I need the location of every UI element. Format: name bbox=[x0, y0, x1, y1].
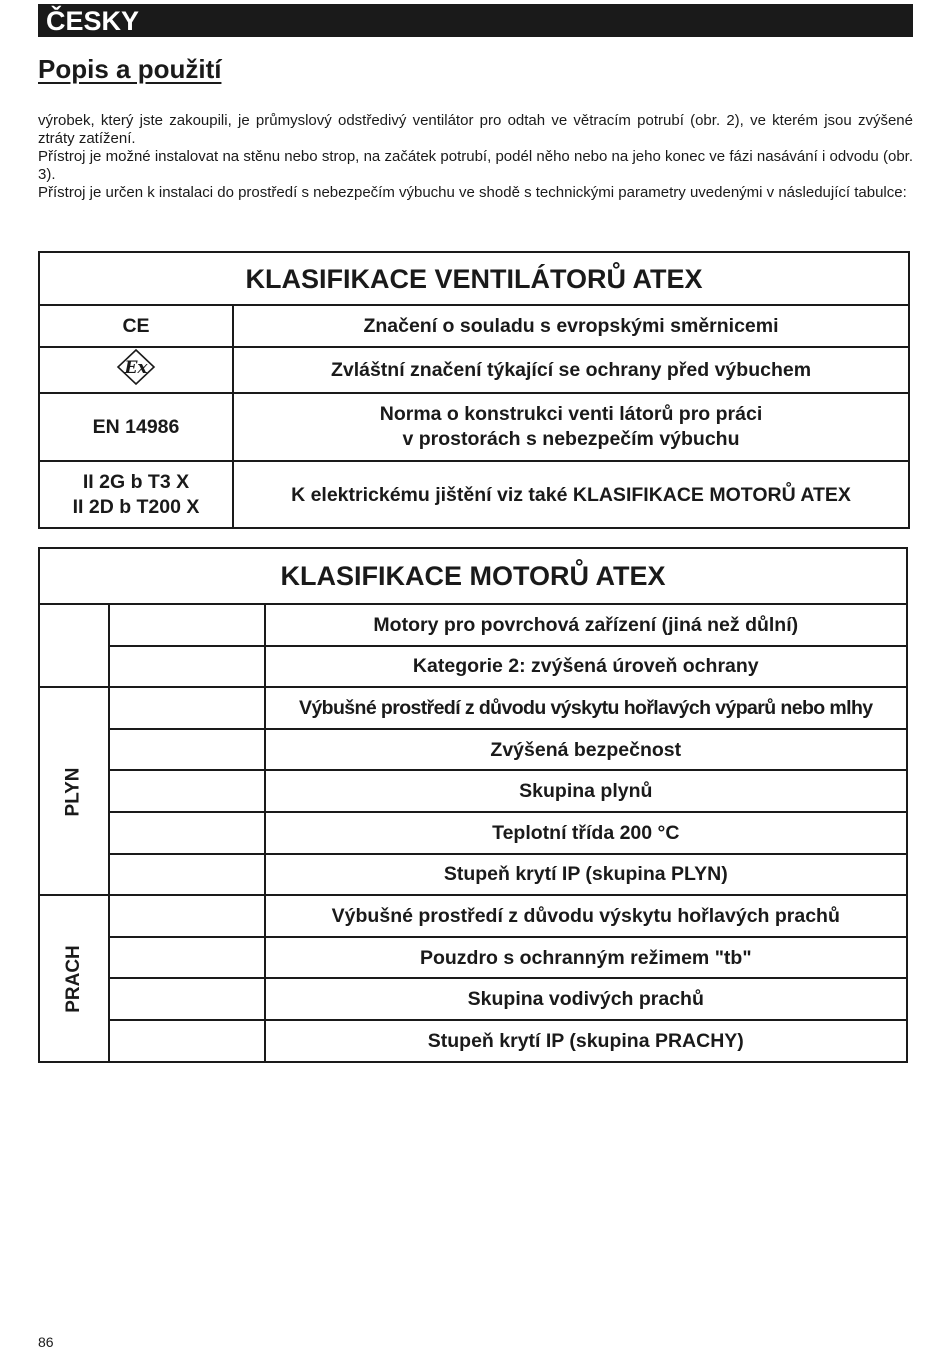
motor-row-description: Stupeň krytí IP (skupina PLYN) bbox=[265, 854, 907, 896]
motor-row-description: Výbušné prostředí z důvodu výskytu hořlavých prachů bbox=[265, 895, 907, 937]
ce-mark: CE bbox=[39, 305, 233, 347]
section-title: Popis a použití bbox=[38, 54, 222, 84]
code-cell bbox=[109, 854, 265, 896]
atex-code-mark bbox=[39, 461, 233, 528]
atex-code-line: II 2G b T3 X bbox=[82, 470, 190, 493]
svg-text:Ex: Ex bbox=[124, 358, 148, 378]
ex-explosion-protection-icon bbox=[115, 348, 157, 392]
dust-group-label: PRACH bbox=[62, 945, 84, 1013]
motor-row-description: Skupina plynů bbox=[265, 770, 907, 812]
intro-paragraph: výrobek, který jste zakoupili, je průmyslový odstředivý ventilátor pro odtah ve větracím potrubí (obr. 2), ve kterém jsou zvýšené ztráty zatížení. bbox=[38, 112, 913, 147]
ex-description: Zvláštní značení týkající se ochrany před výbuchem bbox=[233, 347, 909, 393]
standard-mark: EN 14986 bbox=[39, 393, 233, 461]
code-cell bbox=[109, 937, 265, 979]
intro-paragraph: Přístroj je možné instalovat na stěnu nebo strop, na začátek potrubí, podél něho nebo na jeho konec ve fázi nasávání i odvodu (obr. 3). bbox=[38, 148, 913, 183]
atex-code-description: K elektrickému jištění viz také KLASIFIKACE MOTORŮ ATEX bbox=[233, 461, 909, 528]
intro-text bbox=[38, 112, 913, 202]
fan-table-title: KLASIFIKACE VENTILÁTORŮ ATEX bbox=[39, 252, 909, 305]
code-cell bbox=[109, 604, 265, 646]
motor-row-description: Zvýšená bezpečnost bbox=[265, 729, 907, 771]
motor-row-description: Pouzdro s ochranným režimem "tb" bbox=[265, 937, 907, 979]
gas-group-cell bbox=[39, 687, 109, 895]
atex-code-line: II 2D b T200 X bbox=[72, 495, 200, 518]
motor-row-description: Stupeň krytí IP (skupina PRACHY) bbox=[265, 1020, 907, 1062]
intro-paragraph: Přístroj je určen k instalaci do prostředí s nebezpečím výbuchu ve shodě s technickými parametry uvedenými v následující tabulce: bbox=[38, 184, 907, 201]
fan-classification-table bbox=[38, 251, 910, 529]
page-number: 86 bbox=[38, 1334, 54, 1350]
code-cell bbox=[109, 895, 265, 937]
standard-description-line: v prostorách s nebezpečím výbuchu bbox=[402, 428, 740, 450]
standard-description bbox=[233, 393, 909, 461]
code-cell bbox=[109, 1020, 265, 1062]
motor-table-title: KLASIFIKACE MOTORŮ ATEX bbox=[39, 548, 907, 604]
code-cell bbox=[109, 687, 265, 729]
code-cell bbox=[109, 812, 265, 854]
motor-row-description: Skupina vodivých prachů bbox=[265, 978, 907, 1020]
code-cell bbox=[109, 978, 265, 1020]
language-header: ČESKY bbox=[38, 4, 913, 37]
ce-description: Značení o souladu s evropskými směrnicemi bbox=[233, 305, 909, 347]
code-cell bbox=[109, 729, 265, 771]
gas-group-label: PLYN bbox=[62, 767, 84, 817]
code-cell bbox=[109, 770, 265, 812]
ex-mark-cell bbox=[39, 347, 233, 393]
general-label-cell bbox=[39, 604, 109, 687]
dust-group-cell bbox=[39, 895, 109, 1061]
standard-description-line: Norma o konstrukci venti látorů pro práci bbox=[379, 403, 763, 425]
motor-row-description: Kategorie 2: zvýšená úroveň ochrany bbox=[265, 646, 907, 688]
code-cell bbox=[109, 646, 265, 688]
motor-row-description: Teplotní třída 200 °C bbox=[265, 812, 907, 854]
motor-classification-table bbox=[38, 547, 908, 1063]
motor-row-description: Výbušné prostředí z důvodu výskytu hořlavých výparů nebo mlhy bbox=[265, 687, 907, 729]
motor-row-description: Motory pro povrchová zařízení (jiná než důlní) bbox=[265, 604, 907, 646]
